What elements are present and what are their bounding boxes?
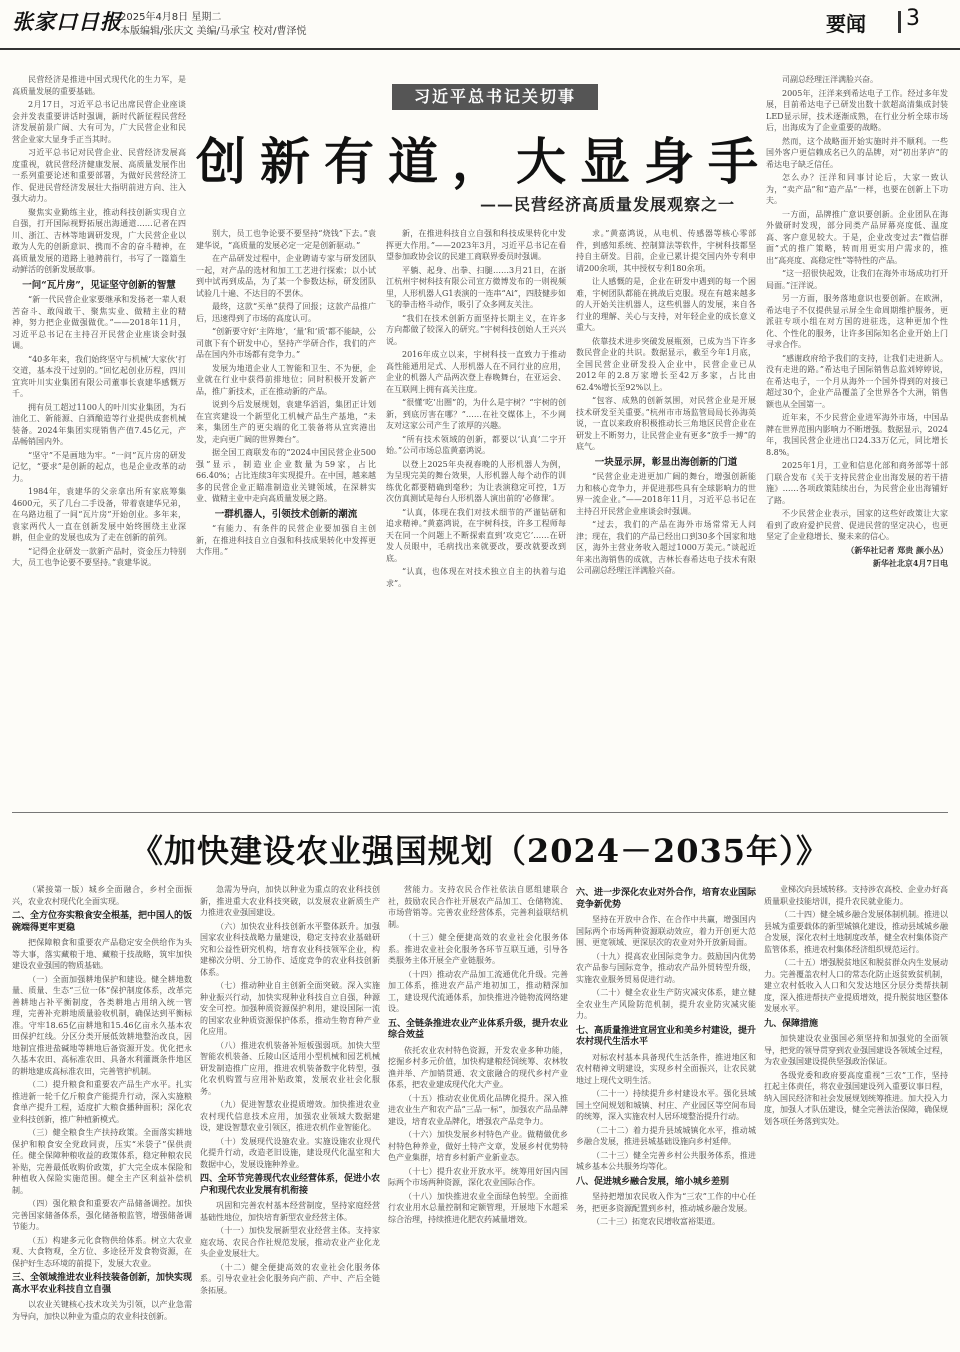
article1-column-5 [766,74,948,804]
paragraph: 急需为导向，加快以种业为重点的农业科技创新，推进重大农业科技突破，以发展农业新质生产力推进农业强国建设。 [200,885,380,917]
paragraph: （九）促进智慧农业提质增效。加快推进农业农村现代信息技术应用，加强农业领域大数据建设，建设智慧农业引领区，推进农机作业智能化。 [200,1100,380,1132]
paragraph: “感谢政府给予我们的支持，让我们走进新人。没有走进的路。”希达电子国际销售总监刘婷婷说，在希达电子，一个月从海外一个国外得到的对接已超过30个，企业产品覆盖了全世界各个大洲，销售额也从全国第一。 [766,353,948,409]
subheading: 五、全链条推进农业产业体系升级，提升农业综合效益 [388,1018,568,1040]
subheading: 六、进一步深化农业对外合作，培育农业国际竞争新优势 [576,888,756,910]
paragraph: （二）提升粮食和重要农产品生产水平。扎实推进新一轮千亿斤粮食产能提升行动，深入实施粮食单产提升工程，适度扩大粮食播种面积；深化农业科技创新，推广种植新模式。 [12,1080,192,1124]
paragraph: “民营企业走进更加广阔的舞台，增强创新能力和核心竞争力，并促进那些具有全球影响力的世界一流企业。”——2018年11月，习近平总书记在主持召开民营企业座谈会时强调。 [576,472,756,516]
paragraph: “很懂‘吃’出圈”的，为什么是宇树？“宇树的创新，到底厉害在哪？”……在社交媒体上，不少网友对这家公司产生了浓厚的兴趣。 [386,398,566,430]
paragraph: （二十二）着力提升县域城镇化水平，推动城乡融合发展，推进县城基础设施向乡村延伸。 [576,1125,756,1146]
article1-column-4 [576,228,756,804]
subheading: 三、全领域推进农业科技装备创新，加快实现高水平农业科技自立自强 [12,1273,192,1295]
paragraph: （十）发展现代设施农业。实施设施农业现代化提升行动，改造老旧设施，建设现代化温室和大数据中心，发展设施种养业。 [200,1136,380,1169]
subheading: 四、全环节完善现代农业经营体系，促进小农户和现代农业发展有机衔接 [200,1174,380,1196]
paragraph: 依托农业农村特色资源，开发农业多种功能，挖掘乡村多元价值，加快构建粮经饲统筹、农林牧渔并举、产加销贯通、农文旅融合的现代乡村产业体系，把农业建成现代化大产业。 [388,1045,568,1089]
paragraph: 求。”黄嘉鸿说，从电机、传感器等核心零部件，到感知系统、控制算法等软件，宇树科技都坚持自主研发。目前，企业已累计提交国内外专利申请200余项，其中授权专利180余项。 [576,229,756,273]
paragraph: 聚焦实业勤练主业，推动科技创新实现自立自强，打开国际视野拓展出海通道……记者在四川、浙江、吉林等地调研发现，广大民营企业以敢为人先的创新意识、携而不舍的奋斗精神，在高质量发展的道路上驰骋前行，书写了一篇篇生动鲜活的创新发展故事。 [12,207,186,274]
paragraph: “新一代民营企业家要继承和发扬老一辈人艰苦奋斗、敢闯敢干、聚焦实业、做精主业的精神，努力把企业做强做优。”——2018年11月，习近平总书记在主持召开民营企业座谈会时强调。 [12,295,186,350]
paragraph: 然而，这个战略面开始实施时并不顺利。一些国外客户更信赖成名已久的品牌，对“初出茅庐”的希达电子缺乏信任。 [766,136,948,169]
paragraph: “40多年来，我们始终坚守与机械‘大家伙’打交道，基本没干过别的。”回忆起创业历程，四川宜宾叶川实业集团有限公司董事长袁建华感慨万千。 [12,354,186,398]
paragraph: 把保障粮食和重要农产品稳定安全供给作为头等大事，落实藏粮于地、藏粮于技战略，筑牢加快建设农业强国的物质基础。 [12,938,192,970]
paragraph: （二十）健全农业生产防灾减灾体系，建立健全农业生产风险防范机制，提升农业防灾减灾能力。 [576,988,756,1020]
paragraph: 2025年1月，工业和信息化部和商务部等十部门联合发布《关于支持民营企业出海发展的若干措施》……各项政策陆续出台，为民营企业出海铺好了路。 [766,461,948,505]
subheading: 一群机器人，引领技术创新的潮流 [214,508,358,520]
paragraph: 司副总经理汪洋满脸兴奋。 [782,75,878,84]
paragraph: “记得企业研发一款新产品时，资金压力特别大，员工也争论要不要坚持。”袁建华说。 [12,546,186,567]
paragraph: “认真，也体现在对技术独立自主的执着与追求”。 [386,567,566,588]
paragraph: （二十五）增强脱贫地区和脱贫群众内生发展动力。完善覆盖农村人口的常态化防止返贫致贫机制，建立农村低收入人口和欠发达地区分层分类帮扶制度，深入推进帮扶产业提质增效，提升脱贫地区整体发展水平。 [764,958,948,1013]
paragraph: （十一）加快发展新型农业经营主体。支持家庭农场、农民合作社规范发展，推动农业产业化龙头企业发展壮大。 [200,1226,380,1258]
subheading: 一问“瓦片房”，见证坚守创新的智慧 [22,279,176,291]
page-number: 3 [906,6,920,31]
paragraph: （八）推进农机装备补短板强弱项。加快大型智能农机装备、丘陵山区适用小型机械和园艺机械研发制造推广应用，推进农机装备数字化转型，强化农机购置与应用补贴政策，发展农业社会化服务。 [200,1040,380,1096]
paragraph: “过去，我们的产品在海外市场常常无人问津；现在，我们的产品已经出口到30多个国家和地区，海外主营业务收入超过1000万美元。”谈起近年来出海销售的成就，吉林长春希达电子技术有限公司副总经理汪洋满脸兴奋。 [576,520,756,575]
paragraph: 坚持把增加农民收入作为“三农”工作的中心任务，把更多资源配置到乡村，推动城乡融合发展。 [576,1192,756,1213]
paragraph: “认真，体现在我们对技术细节的严谨钻研和追求精神。”黄嘉鸿说，在宇树科技，许多工程师每天在同一个问题上不断探索直到‘攻克它’……在研发人员眼中，毛病找出来就要改，要改就要改到底。 [386,507,566,563]
paragraph: 另一方面，服务落地意识也要创新。在欧洲，希达电子不仅提供显示屏全生命周期维护服务，更派驻专项小组在对方国的进驻选，这种更加个性化、个性化的服务，让许多国际知名企业开始上门寻求合作。 [766,294,948,349]
paragraph: 以登上2025年央视春晚的人形机器人为例，为呈现完美的舞台效果，人形机器人每个动作的训练优化都要精确到毫秒；为让表演稳定可控，1万次仿真测试是每台人形机器人演出前的‘必修课’。 [386,459,566,503]
paragraph: （六）加快农业科技创新水平整体跃升。加强国家农业科技战略力量建设，稳定支持农业基础研究和公益性研究机构，培育农业科技领军企业，构建梯次分明、分工协作、适度竞争的农业科技创新体系。 [200,921,380,977]
article1-column-1 [12,74,186,804]
byline: （新华社记者 郑贵 颜小丛） [846,544,948,555]
paragraph: （五）构建多元化食物供给体系。树立大农业观、大食物观，全方位、多途径开发食物资源，在保护好生态环境的前提下，发展大农业。 [12,1235,192,1268]
paragraph: 习近平总书记对民营企业、民营经济发展高度重视，就民营经济健康发展、高质量发展作出一系列重要论述和重要部署，为做好民营经济工作、促进民营经济发展壮大指明前进方向、注入强大动力。 [12,148,186,203]
paragraph: “有能力、有条件的民营企业要加强自主创新，在推进科技自立自强和科技成果转化中发挥更大作用。” [196,524,376,556]
paragraph: 别大，员工也争论要不要坚持“烧钱”下去。”袁建华说，“高质量的发展必定一定是创新驱动。” [196,229,376,250]
paragraph: （四）强化粮食和重要农产品储备调控。加快完善国家储备体系，强化储备粮监管，增强储备调节能力。 [12,1199,192,1231]
paragraph: “包容、成熟的创新氛围，对民营企业是开展技术研发至关重要。”杭州市市场监管局局长孙海英说，一直以来政府积极推动长三角地区民营企业在研发上不断努力，让民营企业有更多“放手一搏”的底气。 [576,396,756,451]
subheading: 九、保障措施 [764,1018,819,1029]
paragraph: 据全国工商联发布的“2024中国民营企业500强”显示，制造业企业数量为59家，占比66.40%；占比连续3年实现提升。在中国，越来越多的民营企业正瞄准制造业关键领域，在深耕实业、做精主业中走向高质量发展之路。 [196,448,376,503]
article2-column-2 [200,884,380,1344]
article2-column-1 [12,884,192,1344]
subheading: 七、高质量推进宜居宜业和美乡村建设，提升农村现代生活水平 [576,1025,756,1047]
paragraph: 2月17日，习近平总书记出席民营企业座谈会并发表重要讲话时强调，新时代新征程民营经济发展前景广阔、大有可为，广大民营企业和民营企业家大显身手正当其时。 [12,100,186,144]
paragraph: 说到今后发展规划，袁建华滔滔，集团正计划在宜宾建设一个新型化工机械产品生产基地，“未来，集团生产的更尖端的化工装备将从宜宾港出发，走向更广阔的世界舞台”。 [196,400,376,444]
paragraph: “创新要守好‘主阵地’，‘量’和‘质’都不能缺，公司旗下有个研发中心，坚持产学研合作，我们的产品在国内外市场都有竞争力。” [196,327,376,359]
article2-column-5 [764,884,948,1344]
paragraph: 拥有员工超过1100人的叶川实业集团，为石油化工、新能源、白酒酿造等行业提供成套机械装备。2024年集团实现销售产值7.45亿元，产品畅销国内外。 [12,402,186,446]
paragraph: （十九）提高农业国际竞争力。鼓励国内优势农产品参与国际竞争，推动农产品外贸转型升级，实施农业服务贸易促进行动。 [576,951,756,984]
paragraph: 坚持在开放中合作、在合作中共赢，增强国内国际两个市场两种资源联动效应，着力开创更大范围、更宽领域、更深层次的农业对外开放新局面。 [576,915,756,947]
paragraph: （十四）推动农产品加工流通优化升级。完善加工体系，推进农产品产地初加工，推动精深加工，建设现代流通体系，加快推进冷链物流网络建设。 [388,969,568,1013]
paragraph: （十五）推动农业优质化品牌化提升。深入推进农业生产和农产品“三品一标”，加强农产品品牌建设，培育农业品牌化，增强农产品竞争力。 [388,1093,568,1126]
section-divider [898,11,901,33]
paragraph: 各级党委和政府要高度重视“三农”工作，坚持扛起主体责任，将农业强国建设列入重要议事日程，纳入国民经济和社会发展规划统筹推进。加大投入力度，加强人才队伍建设，健全完善法治保障，确保规划各项任务落到实处。 [764,1070,948,1126]
editor-credits: 本版编辑/张庆文 美编/马承宝 校对/曹泽悦 [120,26,307,37]
paragraph: 怎么办？汪洋和同事讨论后，大家一致认为，“卖产品”和“造产品”一样，也要在创新上下功夫。 [766,173,948,205]
paragraph: （三）健全粮食生产扶持政策。全面落实耕地保护和粮食安全党政同责，压实“米袋子”保供责任。健全保障种粮收益的政策体系，稳定种粮农民补贴，完善最低收购价政策，扩大完全成本保险和种植收入保险实施范围。健全主产区利益补偿机制。 [12,1128,192,1195]
newspaper-logo: 张家口日报 [12,9,122,34]
paragraph: 新，在推进科技自立自强和科技成果转化中发挥更大作用。”——2023年3月，习近平总书记在看望参加政协会议的民建工商联界委员时强调。 [386,229,566,261]
paragraph: 一方面，品牌推广意识要创新。企业团队在海外做研时发现，部分同类产品屏幕亮度低、温度高、客户意见较大。于是，企业改变过去“微信群面”式的推广策略，转而用更实用户需求的，推出“高亮度、高稳定性”等特性的产品。 [766,209,948,265]
subheading: 二、全方位夯实粮食安全根基，把中国人的饭碗端得更牢更稳 [12,911,192,933]
paragraph: 近年来，不少民营企业进军海外市场，中国品牌在世界范围内影响力不断增强。数据显示，2024年，我国民营企业进出口24.33万亿元，同比增长8.8%。 [766,413,948,457]
paragraph: 让人感慨的是，企业在研发中遇到的每一个困难，宇树团队都能在挑战后克服。现在有越来越多的人开始关注机器人，这些机器人的发展，来自各行业的理解、关心与支持，对年轻企业的成长意义重大。 [576,277,756,332]
paragraph: 依靠技术进步突破发展瓶颈，已成为当下许多数民营企业的共识。数据显示，截至今年1月底，全国民营企业研发投入企业中，民营企业已从2012年的2.8万家增长至42万多家，占比由62.4%增长至92%以上。 [576,336,756,392]
paragraph: （一）全面加强耕地保护和建设。健全耕地数量、质量、生态“三位一体”保护制度体系，改革完善耕地占补平衡制度，各类耕地占用纳入统一管理，完善补充耕地质量验收机制，确保达到平衡标准。守牢18.65亿亩耕地和15.46亿亩永久基本农田保护红线。分区分类开展低效耕地整治改良，因地制宜推进盐碱地等耕地后备资源开发。优化把永久基本农田、高标准农田、具备水利灌溉条件地区的耕地建成高标准农田，完善管护机制。 [12,974,192,1076]
paragraph: 1984年，袁建华的父亲拿出所有家底筹集4600元，买了几台二手设备，带着袁建华兄弟，在乌路边租了一间“瓦片房”开始创业。多年来，袁家两代人一直在创新发展中始终围绕主业深耕，但企业的发展也成为了走在创新的前列。 [12,487,186,542]
paragraph: 不少民营企业表示，国家的这些好政策让大家看到了政府爱护民营、促进民营的坚定决心，也更坚定了企业稳增长、聚未来的信心。 [766,509,948,541]
paragraph: （十六）加快发展乡村特色产业。做精做优乡村特色种养业，做好土特产文章，发展乡村优势特色产业集群，培育乡村新产业新业态。 [388,1130,568,1162]
paragraph: （二十三）拓宽农民增收富裕渠道。 [592,1217,720,1226]
article1-column-3 [386,228,566,804]
paragraph: “所有技术领域的创新，都要以‘认真’二字开始。”公司市场总监黄嘉鸿说。 [386,434,566,455]
article2-column-3 [388,884,568,1344]
paragraph: “我们在技术创新方面坚持长期主义，在许多方向都做了较深入的研究。”宇树科技创始人王兴兴说。 [386,313,566,346]
paragraph: （十七）提升农业开放水平。统筹用好国内国际两个市场两种资源，深化农业国际合作。 [388,1166,568,1187]
section-title: 要闻 [826,12,866,36]
subheading: 一块显示屏，彰显出海创新的门道 [594,456,738,468]
paragraph: 巩固和完善农村基本经营制度，坚持家庭经营基础性地位，加快培育新型农业经营主体。 [200,1201,380,1222]
paragraph: 2016年成立以来，宇树科技一直致力于推动高性能通用足式、人形机器人在不同行业的应用，企业的机器人产品两次登上春晚舞台，在亚运会、在互联网上拥有高关注度。 [386,350,566,394]
paragraph: （二十四）健全城乡融合发展体制机制。推进以县城为重要载体的新型城镇化建设，推动县域城乡融合发展，深化农村土地制度改革，健全农村集体资产监管体系，推进农村集体经济组织规范运行。 [764,910,948,954]
paragraph: 在产品研发过程中，企业聘请专家与研发团队一起，对产品的选材和加工工艺进行探索；以小试到中试再到成品，为了某一个参数达标，研发团队试验几十遍、不达目的不罢休。 [196,254,376,298]
paragraph: 民营经济是推进中国式现代化的生力军，是高质量发展的重要基础。 [12,75,186,96]
paragraph: 平躺、起身、出拳、扫腿……3月21日，在浙江杭州宇树科技有限公司宣方微博发布的一则视频里，人形机器人G1表演的一连串“Ai”，四肢健步如飞的拳击格斗动作，吸引了众多网友关注。 [386,265,566,309]
subheading: 八、促进城乡融合发展，缩小城乡差别 [576,1176,730,1187]
paragraph: “这一招很快起效，让我们在海外市场成功打开局面。”汪洋说。 [766,269,948,290]
paragraph: 发展为地道企业人工智能和卫生、不为便，企业就在行业中获得前排地位；同时积极开发新产品，推广新技术，正在推动新的产品。 [196,363,376,396]
paragraph: “坚守”不是画地为牢。“一问”瓦片房的研发记忆，“要求”是创新的起点，也是企业改革的动力。 [12,450,186,483]
article2-headline: 《加快建设农业强国规划（2024－2035年）》 [130,832,830,870]
paragraph: （二十一）持续提升乡村建设水平。强化县域国土空间规划和城镇、村庄、产业园区等空间布局的统筹，深入实施农村人居环境整治提升行动。 [576,1089,756,1121]
paragraph: 以农业关键核心技术攻关为引领，以产业急需为导向，加快以种业为重点的农业科技创新。 [12,1300,192,1321]
paragraph: （紧接第一版）城乡全面融合，乡村全面振兴，农业农村现代化全面实现。 [12,885,192,906]
issue-date: 2025年4月8日 星期二 [120,12,222,23]
article-subhead: ——民营经济高质量发展观察之一 [480,195,736,214]
paragraph: 2005年，汪洋来到希达电子工作。经过多年发展，目前希达电子已研发出数十款超高清集成封装LED显示屏，技术逐渐成熟，在行业分析全球市场后，出海成为了企业重要的战略。 [766,88,948,132]
article1-column-2 [196,228,376,804]
paragraph: 加快建设农业强国必须坚持和加强党的全面领导，把党的领导贯穿到农业强国建设各领域全过程，为农业强国建设提供坚强政治保证。 [764,1034,948,1066]
paragraph: 对标农村基本具备现代生活条件，推进地区和农村精神文明建设，实现乡村全面振兴，让农民就地过上现代文明生活。 [576,1052,756,1085]
dateline: 新华社北京4月7日电 [872,558,948,568]
paragraph: 营能力。支持农民合作社依法自愿组建联合社，鼓励农民合作社开展农产品加工、仓储物流、市场营销等。完善农业经营体系，完善利益联结机制。 [388,885,568,929]
section-rule [12,812,948,813]
paragraph: （十二）健全便捷高效的农业社会化服务体系。引导农业社会化服务向产前、产中、产后全链条拓展。 [200,1262,380,1295]
article-kicker: 习近平总书记关切事 [392,84,598,110]
paragraph: （十八）加快推进农业全面绿色转型。全面推行农业用水总量控制和定额管理，开展地下水超采综合治理，持续推进化肥农药减量增效。 [388,1191,568,1224]
paragraph: （二十三）健全完善乡村公共服务体系，推进城乡基本公共服务均等化。 [576,1150,756,1171]
article-headline: 创新有道，大显身手 [196,132,772,191]
article2-column-4 [576,884,756,1344]
paragraph: 最终，这款“买单”获得了回报；这款产品推广后，迅速得到了市场的高度认可。 [196,302,376,323]
paragraph: 业梯次向县域转移。支持涉农高校、企业办好高质量职业技能培训，提升农民就业能力。 [764,885,948,906]
paragraph: （十三）健全便捷高效的农业社会化服务体系。推进农业社会化服务各环节互联互通，引导各类服务主体开展全产业链服务。 [388,933,568,965]
paragraph: （七）推动种业自主创新全面突破。深入实施种业振兴行动，加快实现种业科技自立自强，种源安全可控。加强种质资源保护利用，建设国际一流的国家农业种质资源保护体系，推动生物育种产业化应用。 [200,981,380,1036]
